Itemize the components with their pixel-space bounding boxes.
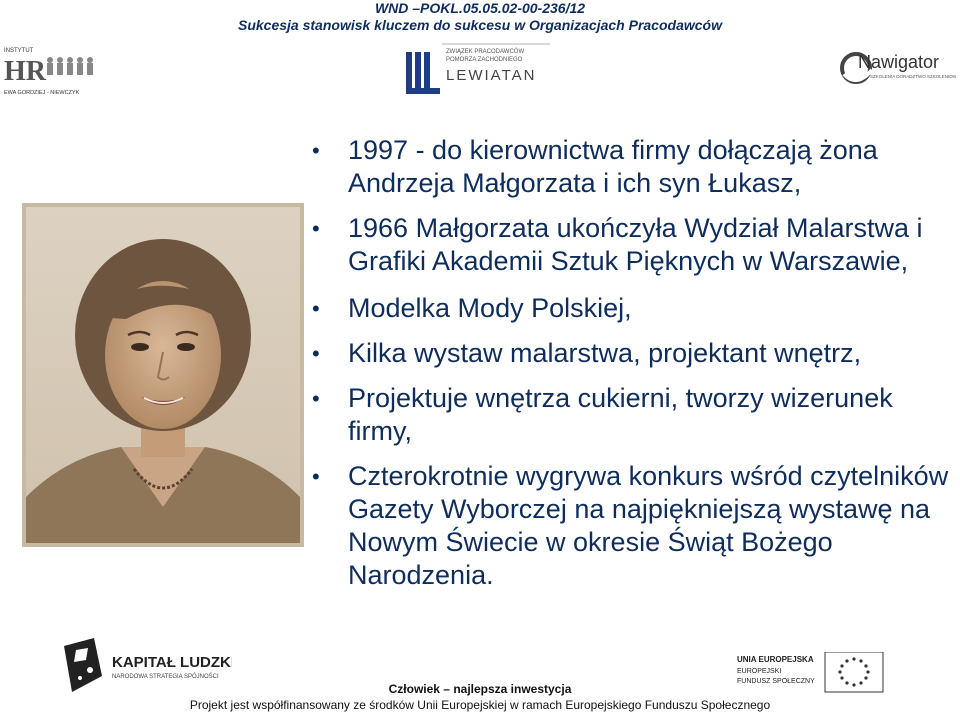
list-item-text: 1997 - do kierownictwa firmy dołączają żona Andrzeja Małgorzata i ich syn Łukasz, bbox=[348, 135, 878, 198]
list-item-text: Projektuje wnętrza cukierni, tworzy wizerunek firmy, bbox=[348, 383, 893, 446]
list-item-text: 1966 Małgorzata ukończyła Wydział Malarstwa i Grafiki Akademii Sztuk Pięknych w Warszawie, bbox=[348, 213, 923, 276]
nawigator-tagline: SZKOLENIA DORADZTWO SZKOLENIOWE bbox=[870, 74, 956, 79]
hr-institute-logo bbox=[2, 44, 100, 98]
nawigator-logo bbox=[838, 44, 956, 90]
hr-logo-top-text: INSTYTUT bbox=[4, 48, 34, 54]
lewiatan-top-line2: POMORZA ZACHODNIEGO bbox=[446, 57, 523, 63]
footer-cofinancing: Projekt jest współfinansowany ze środków Unii Europejskiej w ramach Europejskiego Funduszu Społecznego bbox=[189, 698, 771, 712]
list-item bbox=[310, 382, 960, 448]
project-code: WND –POKL.05.05.02-00-236/12 bbox=[374, 0, 586, 16]
bullet-icon: • bbox=[312, 386, 320, 411]
lewiatan-l-icon bbox=[406, 52, 440, 94]
bullet-icon: • bbox=[312, 464, 320, 489]
kapital-ludzki-name: KAPITAŁ LUDZKI bbox=[112, 654, 232, 671]
people-icon bbox=[47, 57, 93, 75]
lewiatan-logo bbox=[402, 42, 552, 102]
project-title: Sukcesja stanowisk kluczem do sukcesu w Organizacjach Pracodawców bbox=[238, 17, 722, 33]
list-item bbox=[310, 134, 960, 200]
hr-logo-bottom-text: EWA GORDZIEJ - NIEWCZYK bbox=[4, 90, 80, 96]
portrait-photo bbox=[22, 203, 304, 547]
bullet-icon: • bbox=[312, 341, 320, 366]
list-item bbox=[310, 212, 960, 278]
footer-slogan: Człowiek – najlepsza inwestycja bbox=[388, 682, 572, 696]
bullet-list bbox=[310, 134, 960, 602]
list-item-text: Kilka wystaw malarstwa, projektant wnętrz, bbox=[348, 338, 862, 368]
list-item-text: Czterokrotnie wygrywa konkurs wśród czytelników Gazety Wyborczej na najpiękniejszą wystawę na Nowym Świecie w okresie Świąt Bożego Narodzenia. bbox=[348, 461, 949, 590]
list-item-text: Modelka Mody Polskiej, bbox=[348, 293, 632, 323]
list-item bbox=[310, 460, 960, 592]
eu-line3: FUNDUSZ SPOŁECZNY bbox=[737, 678, 815, 685]
bullet-icon: • bbox=[312, 138, 320, 163]
kapital-ludzki-sub: NARODOWA STRATEGIA SPÓJNOŚCI bbox=[112, 674, 219, 680]
hr-logo-name: HR bbox=[4, 56, 46, 87]
lewiatan-top-line1: ZWIĄZEK PRACODAWCÓW bbox=[446, 49, 525, 55]
list-item bbox=[310, 292, 960, 325]
list-item bbox=[310, 337, 960, 370]
nawigator-name: Nawigator bbox=[858, 52, 940, 72]
eu-line1: UNIA EUROPEJSKA bbox=[737, 655, 814, 664]
bullet-icon: • bbox=[312, 216, 320, 241]
lewiatan-name: LEWIATAN bbox=[446, 67, 537, 84]
eu-line2: EUROPEJSKI bbox=[737, 668, 782, 675]
bullet-icon: • bbox=[312, 296, 320, 321]
